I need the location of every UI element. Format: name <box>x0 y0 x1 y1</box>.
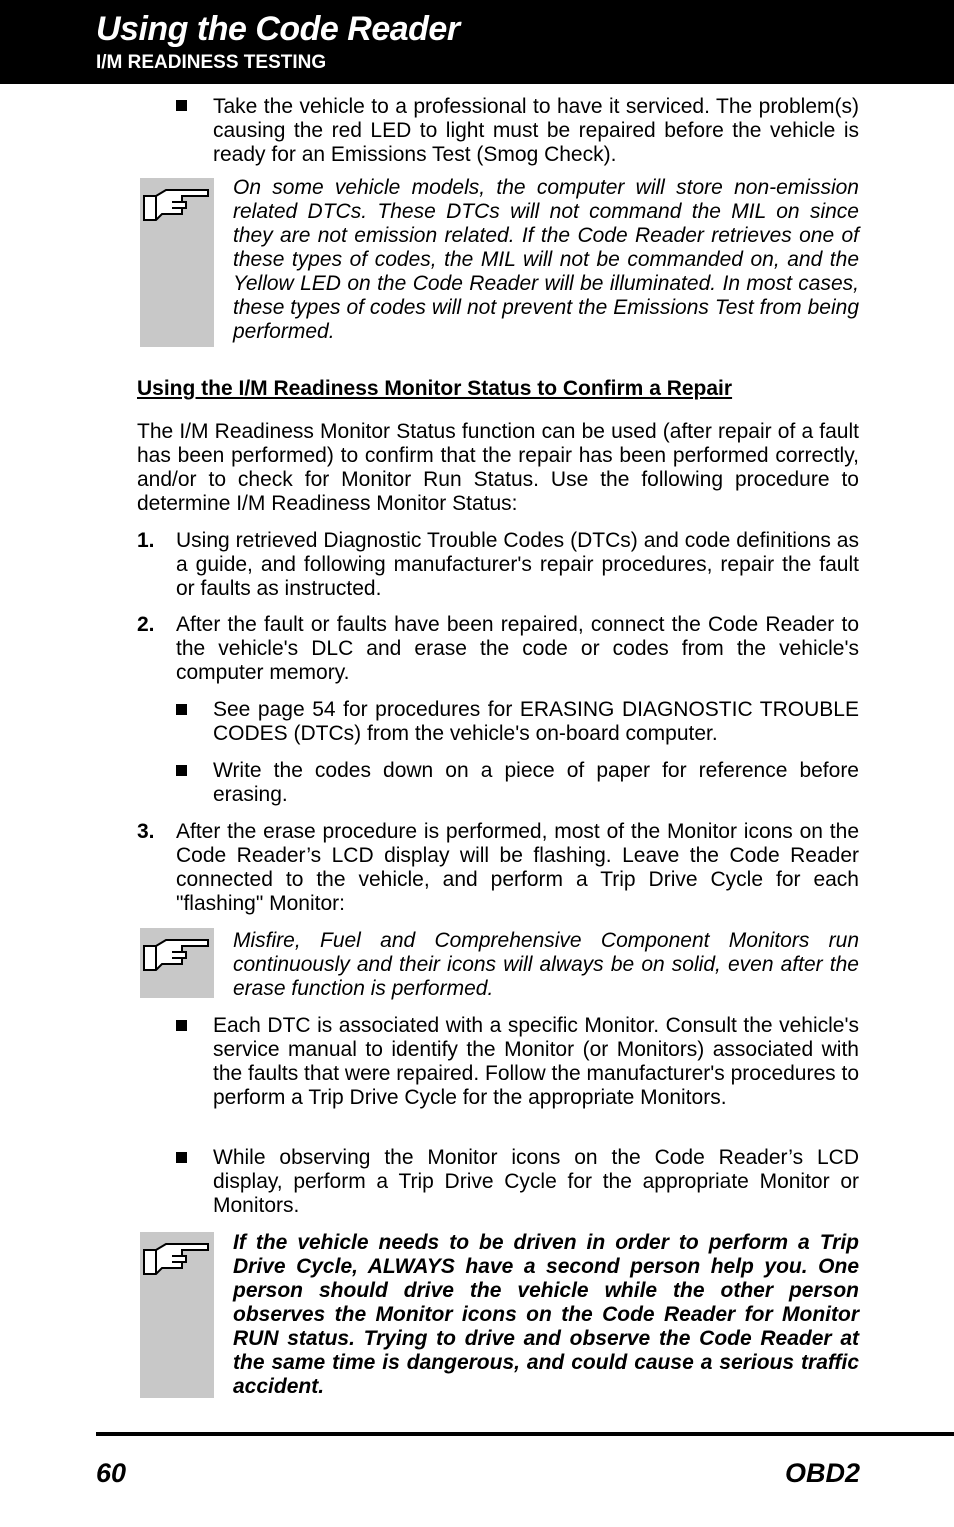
bullet-marker <box>176 704 187 715</box>
bullet-marker <box>176 1020 187 1031</box>
page-header <box>0 0 954 84</box>
pointing-hand-icon <box>142 932 212 976</box>
section-heading: Using the I/M Readiness Monitor Status to Confirm a Repair <box>137 377 733 400</box>
note-text: Misfire, Fuel and Comprehensive Component Monitors run continuously and their icons will always be on solid, even after the erase function is performed. <box>233 929 859 1000</box>
footer-rule <box>96 1432 954 1436</box>
bullet-text: Each DTC is associated with a specific Monitor. Consult the vehicle's service manual to identify the Monitor (or Monitors) associated with the faults that were repaired. Follow the manufacturer's procedures to perform a Trip Drive Cycle for the appropriate Monitors. <box>213 1014 860 1109</box>
bullet-marker <box>176 765 187 776</box>
note-box <box>140 928 214 998</box>
note-box <box>140 178 214 347</box>
warning-text: If the vehicle needs to be driven in order to perform a Trip Drive Cycle, ALWAYS have a second person help you. One person should drive the vehicle while the other person observes the Monitor icons on the Code Reader for Monitor RUN status. Trying to drive and observe the Code Reader at the same time is dangerous, and could cause a serious traffic accident. <box>233 1231 859 1398</box>
pointing-hand-icon <box>142 182 212 226</box>
intro-paragraph: The I/M Readiness Monitor Status function can be used (after repair of a fault has been performed) to confirm that the repair has been performed correctly, and/or to check for Monitor Run Status. Use the following procedure to determine I/M Readiness Monitor Status: <box>137 420 859 515</box>
pointing-hand-icon <box>142 1236 212 1280</box>
step-text: After the fault or faults have been repaired, connect the Code Reader to the vehicle's DLC and erase the code or codes from the vehicle's computer memory. <box>176 613 859 684</box>
bullet-text: While observing the Monitor icons on the Code Reader’s LCD display, perform a Trip Drive Cycle for the appropriate Monitor or Monitors. <box>213 1146 859 1217</box>
step-text: After the erase procedure is performed, most of the Monitor icons on the Code Reader’s LCD display will be flashing. Leave the Code Reader connected to the vehicle, and perform a Trip Drive Cycle for each "flashing" Monitor: <box>176 820 859 915</box>
note-text: On some vehicle models, the computer will store non-emission related DTCs. These DTCs will not command the MIL on since they are not emission related. If the Code Reader retrieves one of these types of codes, the MIL will not be commanded on, and the Yellow LED on the Code Reader will be illuminated. In most cases, these types of codes will not prevent the Emissions Test from being performed. <box>233 176 859 343</box>
note-box <box>140 1232 214 1398</box>
step-number: 1. <box>137 529 155 552</box>
step-number: 3. <box>137 820 155 843</box>
bullet-marker <box>176 1152 187 1163</box>
bullet-top-text: Take the vehicle to a professional to have it serviced. The problem(s) causing the red LED to light must be repaired before the vehicle is ready for an Emissions Test (Smog Check). <box>213 95 859 166</box>
step-text: Using retrieved Diagnostic Trouble Codes (DTCs) and code definitions as a guide, and following manufacturer's repair procedures, repair the fault or faults as instructed. <box>176 529 859 600</box>
step-number: 2. <box>137 613 155 636</box>
page-number: 60 <box>96 1458 127 1488</box>
bullet-marker <box>176 100 187 111</box>
footer-label: OBD2 <box>784 1458 860 1488</box>
bullet-text: Write the codes down on a piece of paper for reference before erasing. <box>213 759 859 806</box>
bullet-text: See page 54 for procedures for ERASING DIAGNOSTIC TROUBLE CODES (DTCs) from the vehicle's on-board computer. <box>213 698 859 745</box>
page-title: Using the Code Reader <box>96 10 460 48</box>
page-subtitle: I/M READINESS TESTING <box>96 52 327 73</box>
